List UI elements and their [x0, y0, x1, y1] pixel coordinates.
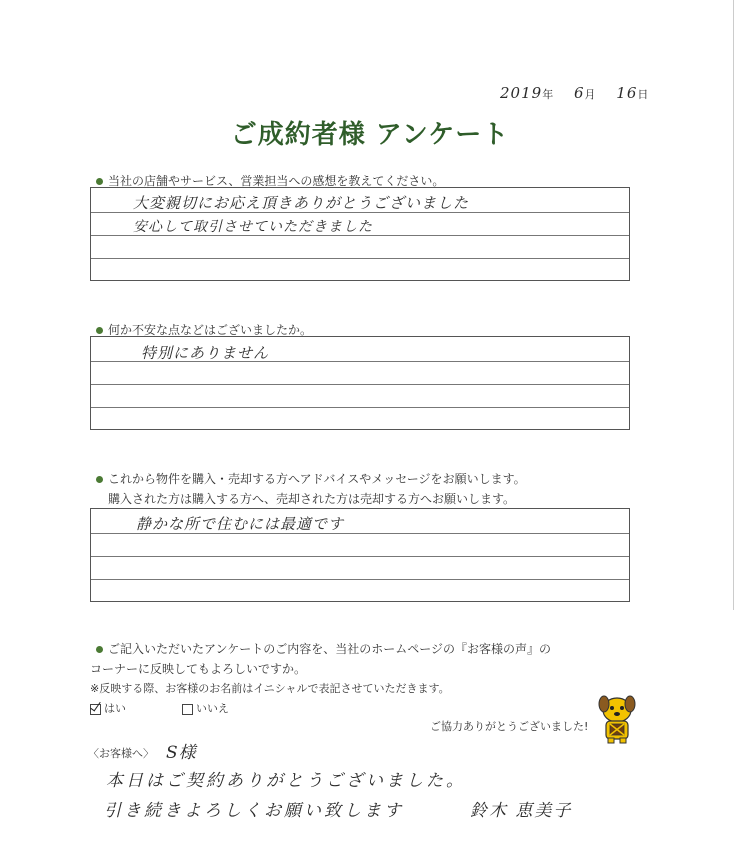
answer-box-1[interactable] [90, 187, 630, 281]
survey-date [500, 84, 649, 102]
message-line-2: 引き続きよろしくお願い致します [104, 801, 404, 821]
question-2-label: 何か不安な点などはございましたか。 [108, 323, 313, 337]
ruled-line [91, 384, 629, 385]
answer-3-line-1: 静かな所で住むには最適です [136, 515, 345, 533]
date-month: 6 [573, 84, 585, 102]
question-3-label: これから物件を購入・売却する方へアドバイスやメッセージをお願いします。 [108, 472, 526, 486]
consent-no-option[interactable] [182, 700, 229, 716]
date-day-unit: 日 [637, 88, 650, 101]
question-1-label: 当社の店舗やサービス、営業担当への感想を教えてください。 [108, 174, 445, 188]
question-3-sublabel: 購入された方は購入する方へ、売却された方は売却する方へお願いします。 [108, 492, 516, 506]
date-day: 16 [616, 84, 638, 102]
date-year-unit: 年 [542, 88, 555, 101]
no-label: いいえ [196, 702, 229, 715]
ruled-line [91, 556, 629, 557]
addressee: S様 [166, 743, 197, 763]
page-edge-line [733, 0, 734, 610]
question-3 [96, 470, 526, 487]
consent-question [96, 640, 551, 657]
message-line-1: 本日はご契約ありがとうございました。 [106, 771, 466, 791]
yes-label: はい [104, 702, 126, 715]
consent-line-1: ご記入いただいたアンケートのご内容を、当社のホームページの『お客様の声』の [108, 642, 552, 656]
consent-line-2: コーナーに反映してもよろしいですか。 [90, 662, 307, 676]
thanks-message: ご協力ありがとうございました! [430, 720, 589, 733]
to-customer-header: 〈お客様へ〉 [88, 747, 154, 760]
answer-1-line-2: 安心して取引させていただきました [133, 219, 373, 235]
signature: 鈴木 恵美子 [470, 801, 573, 821]
bullet-dot-icon [96, 178, 103, 185]
answer-2-line-1: 特別にありません [141, 344, 270, 362]
ruled-line [91, 258, 629, 259]
date-year: 2019 [500, 84, 543, 102]
dog-mascot-icon [596, 694, 638, 744]
yes-checkbox[interactable] [90, 704, 101, 715]
bullet-dot-icon [96, 327, 103, 334]
answer-box-3[interactable] [90, 508, 630, 602]
ruled-line [91, 407, 629, 408]
date-month-unit: 月 [584, 88, 597, 101]
page-title: ご成約者様 アンケート [230, 120, 510, 150]
consent-note: ※反映する際、お客様のお名前はイニシャルで表記させていただきます。 [90, 682, 450, 695]
answer-1-line-1: 大変親切にお応え頂きありがとうございました [133, 194, 470, 212]
consent-yes-option[interactable] [90, 700, 126, 716]
answer-box-2[interactable] [90, 336, 630, 430]
no-checkbox[interactable] [182, 704, 193, 715]
bullet-dot-icon [96, 646, 103, 653]
ruled-line [91, 579, 629, 580]
bullet-dot-icon [96, 476, 103, 483]
